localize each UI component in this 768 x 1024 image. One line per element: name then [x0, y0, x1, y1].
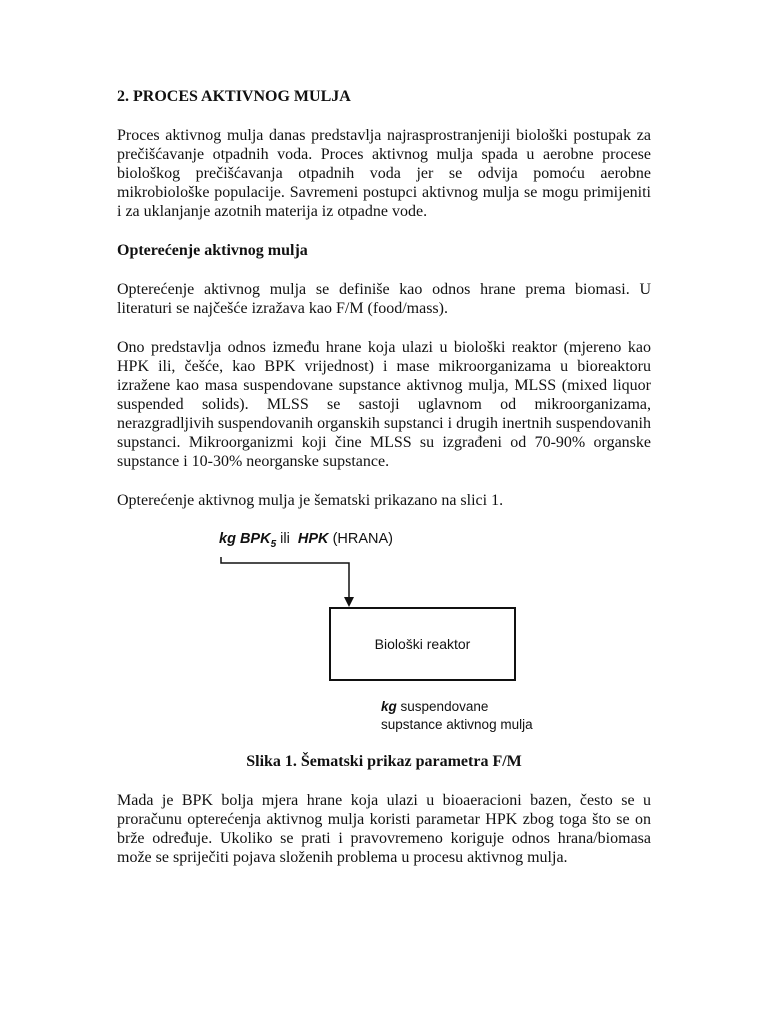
biomass-label — [381, 698, 533, 734]
intro-paragraph: Proces aktivnog mulja danas predstavlja najrasprostranjeniji biološki postupak za prečišćavanje otpadnih voda. Proces aktivnog mulja spada u aerobne procese biološkog prečišćavanja otpadnih voda jer se odvija pomoću aerobne mikrobiološke populacije. Savremeni postupci aktivnog mulja se mogu primijeniti i za uklanjanje azotnih materija iz otpadne vode. — [117, 127, 651, 220]
input-ili: ili — [280, 531, 290, 547]
closing-paragraph: Mada je BPK bolja mjera hrane koja ulazi u bioaeracioni bazen, često se u proračunu opterećenja aktivnog mulja koristi parametar HPK zbog toga što se on brže određuje. Ukoliko se prati i pravovremeno koriguje odnos hrana/biomasa može se spriječiti pojava složenih problema u procesu aktivnog mulja. — [117, 792, 651, 866]
subsection-title: Opterećenje aktivnog mulja — [117, 242, 308, 259]
biomass-label-line2: supstance aktivnog mulja — [381, 717, 533, 732]
input-bpk-subscript: 5 — [270, 538, 277, 550]
fm-schematic-figure — [117, 530, 651, 742]
ratio-paragraph: Ono predstavlja odnos između hrane koja ulazi u biološki reaktor (mjereno kao HPK ili, češće, kao BPK vrijednost) i mase mikroorganizama u bioreaktoru izražene kao masa suspendovane supstance aktivnog mulja, MLSS (mixed liquor suspended solids). MLSS se sastoji uglavnom od mikroorganizama, nerazgradljivih suspendovanih organskih supstanci i drugih inertnih suspendovanih supstanci. Mikroorganizmi koji čine MLSS su izgrađeni od 70-90% organske supstance i 10-30% neorganske supstance. — [117, 339, 651, 470]
definition-paragraph: Opterećenje aktivnog mulja se definiše kao odnos hrane prema biomasi. U literaturi se najčešće izražava kao F/M (food/mass). — [117, 281, 651, 317]
section-title: 2. PROCES AKTIVNOG MULJA — [117, 88, 351, 105]
input-hrana: (HRANA) — [332, 531, 393, 547]
biomass-label-line1 — [381, 698, 533, 716]
reactor-label: Biološki reaktor — [374, 635, 471, 652]
figure-reference-paragraph: Opterećenje aktivnog mulja je šematski prikazano na slici 1. — [117, 492, 504, 509]
document-content — [117, 87, 651, 887]
output-suspendovane: suspendovane — [400, 699, 489, 714]
output-kg-unit: kg — [381, 699, 397, 714]
input-bpk: $BPK_5$ — [239, 531, 277, 550]
biological-reactor-box — [329, 607, 516, 681]
input-kg-unit: kg — [219, 531, 236, 547]
input-hpk: HPK — [297, 531, 329, 547]
figure-caption: Slika 1. Šematski prikaz parametra F/M — [246, 753, 522, 770]
